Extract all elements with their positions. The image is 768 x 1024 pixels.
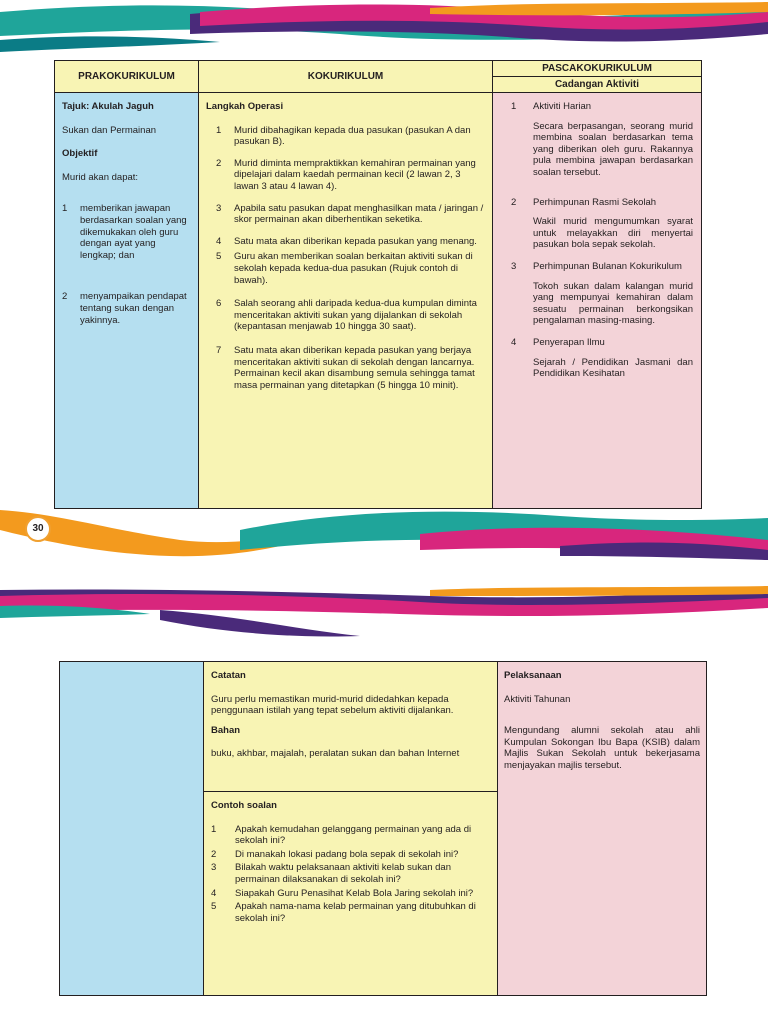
langkah-list: [206, 125, 485, 392]
list-item: 2 Murid diminta mempraktikkan kemahiran permainan yang dipelajari dalam kaedah permainan kecil (2 lawan 2, 3 lawan 3 atau 4 lawan 4).: [216, 157, 476, 192]
header-cadangan-aktiviti: Cadangan Aktiviti: [493, 77, 702, 93]
bottom-blue-column: [60, 662, 204, 996]
contoh-soalan-list: [211, 824, 490, 925]
pelaksanaan-sub: Aktiviti Tahunan: [504, 693, 571, 705]
objektif-heading: Objektif: [62, 148, 98, 160]
catatan-text: Guru perlu memastikan murid-murid didedahkan kepada penggunaan istilah yang tepat sebelum aktiviti dijalankan.: [211, 693, 454, 717]
list-item: 5 Apakah nama-nama kelab permainan yang ditubuhkan di sekolah ini?: [211, 901, 476, 924]
header-prakokurikulum: PRAKOKURIKULUM: [55, 61, 199, 93]
top-lesson-table: [54, 60, 702, 509]
contoh-soalan-heading: Contoh soalan: [211, 800, 277, 811]
pasca-item: 1 Aktiviti Harian Secara berpasangan, seorang murid membina soalan berdasarkan tema yang diberikan oleh guru. Rakannya pula membina jawapan berdasarkan soalan tersebut.: [511, 101, 693, 178]
header-pascakokurikulum: PASCAKOKURIKULUM: [493, 61, 702, 77]
bahan-heading: Bahan: [211, 724, 241, 736]
list-item: 1 Murid dibahagikan kepada dua pasukan (pasukan A dan pasukan B).: [216, 124, 471, 148]
langkah-operasi-heading: Langkah Operasi: [206, 101, 284, 112]
pelaksanaan-heading: Pelaksanaan: [504, 670, 562, 681]
list-item: 7 Satu mata akan diberikan kepada pasukan yang berjaya menceritakan aktiviti sukan di sekolah dengan lancarnya. Permainan kecil akan disambung semula sehingga tamat masa permainan yang ditetapkan (5 hingga 10 minit).: [216, 344, 475, 391]
subtopic: Sukan dan Permainan: [62, 124, 157, 136]
contoh-soalan-cell: [204, 792, 498, 996]
list-item: 3 Apabila satu pasukan dapat menghasilkan mata / jaringan / skor permainan akan diberhentikan seketika.: [216, 202, 484, 226]
list-item: 5 Guru akan memberikan soalan berkaitan aktiviti sukan di sekolah kepada kedua-dua pasukan (Rujuk contoh di bawah).: [216, 251, 473, 286]
pelaksanaan-text: Mengundang alumni sekolah atau ahli Kumpulan Sokongan Ibu Bapa (KSIB) dalam Majlis Sukan Sekolah untuk bekerjasama menjayakan majlis tersebut.: [504, 725, 700, 771]
middle-ribbon-bottom: [0, 586, 768, 640]
tajuk-title: Tajuk: Akulah Jaguh: [62, 101, 154, 112]
header-kokurikulum: KOKURIKULUM: [199, 61, 493, 93]
middle-ribbon-top: [0, 500, 768, 562]
list-item: 2 Di manakah lokasi padang bola sepak di sekolah ini?: [211, 848, 459, 860]
objektif-intro: Murid akan dapat:: [62, 171, 139, 183]
list-item: 2 menyampaikan pendapat tentang sukan dengan yakinnya.: [62, 291, 187, 326]
ko-column: [199, 93, 493, 509]
list-item: 1 Apakah kemudahan gelanggang permainan yang ada di sekolah ini?: [211, 823, 472, 847]
bahan-text: buku, akhbar, majalah, peralatan sukan dan bahan Internet: [211, 748, 460, 760]
pasca-item: 4 Penyerapan Ilmu Sejarah / Pendidikan Jasmani dan Pendidikan Kesihatan: [511, 336, 693, 380]
pasca-item: 2 Perhimpunan Rasmi Sekolah Wakil murid mengumumkan syarat untuk melayakkan diri menyertai pasukan bola sepak sekolah.: [511, 196, 693, 251]
list-item: 3 Bilakah waktu pelaksanaan aktiviti kelab sukan dan permainan dilaksanakan di sekolah ini?: [211, 862, 451, 885]
catatan-cell: [204, 662, 498, 792]
bottom-lesson-table: [59, 661, 707, 996]
pasca-column: [493, 93, 702, 509]
list-item: 1 memberikan jawapan berdasarkan soalan yang dikemukakan oleh guru dengan ayat yang lengkap; dan: [62, 203, 187, 261]
pasca-item: 3 Perhimpunan Bulanan Kokurikulum Tokoh sukan dalam kalangan murid yang mempunyai kemahiran dalam sesuatu permainan berkongsikan pengalaman masing-masing.: [511, 260, 693, 327]
pelaksanaan-cell: [498, 662, 707, 996]
top-ribbon: [0, 0, 768, 58]
pra-column: [55, 93, 199, 509]
catatan-heading: Catatan: [211, 670, 246, 681]
list-item: 4 Siapakah Guru Penasihat Kelab Bola Jaring sekolah ini?: [211, 887, 474, 899]
list-item: 4 Satu mata akan diberikan kepada pasukan yang menang.: [216, 235, 477, 247]
list-item: 6 Salah seorang ahli daripada kedua-dua kumpulan diminta menceritakan aktiviti sukan yang dijalankan di sekolah (kepantasan menjawab 10 hingga 30 saat).: [216, 298, 477, 333]
objektif-list: [62, 203, 191, 326]
page-number-badge: 30: [25, 516, 51, 542]
